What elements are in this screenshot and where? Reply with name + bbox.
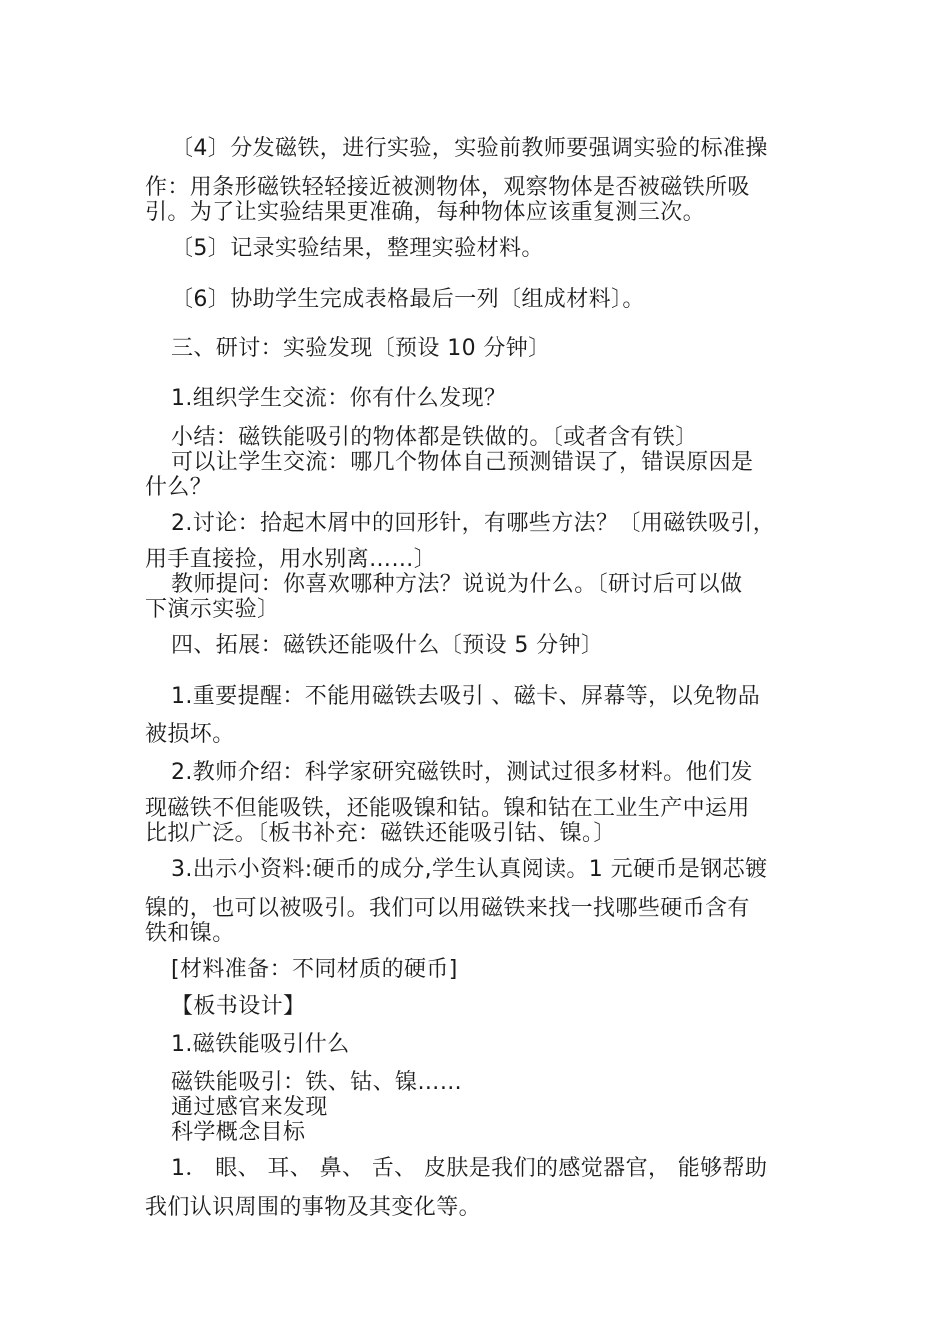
text-line: 被损坏。 [145, 722, 235, 747]
text-line: 〔4〕分发磁铁，进行实验，实验前教师要强调实验的标准操 [171, 136, 768, 161]
text-line: 现磁铁不但能吸铁，还能吸镍和钴。镍和钴在工业生产中运用 [145, 796, 750, 821]
text-line: 科学概念目标 [171, 1120, 306, 1145]
text-line: 作：用条形磁铁轻轻接近被测物体，观察物体是否被磁铁所吸 [145, 175, 750, 200]
text-line: 下演示实验〕 [145, 597, 280, 622]
text-line: 什么？ [145, 475, 213, 500]
text-line: 小结：磁铁能吸引的物体都是铁做的。〔或者含有铁〕 [171, 425, 698, 450]
text-line: 用手直接捡，用水别离……〕 [145, 547, 437, 572]
text-line: 1.组织学生交流：你有什么发现？ [171, 386, 507, 411]
text-line: 2.讨论：拾起木屑中的回形针，有哪些方法？〔用磁铁吸引， [171, 511, 776, 536]
text-line: 〔6〕协助学生完成表格最后一列〔组成材料〕。 [171, 287, 645, 312]
text-line: 教师提问：你喜欢哪种方法？说说为什么。〔研讨后可以做 [171, 572, 743, 597]
text-line: 1.重要提醒：不能用磁铁去吸引 、磁卡、屏幕等，以免物品 [171, 684, 761, 709]
text-line: 引。为了让实验结果更准确，每种物体应该重复测三次。 [145, 200, 706, 225]
text-line: 〔5〕记录实验结果，整理实验材料。 [171, 236, 544, 261]
text-line: 我们认识周围的事物及其变化等。 [145, 1195, 482, 1220]
text-line: 通过感官来发现 [171, 1095, 328, 1120]
text-line: 铁和镍。 [145, 921, 235, 946]
text-line: [材料准备：不同材质的硬币] [171, 957, 458, 982]
text-line: 磁铁能吸引：铁、钴、镍…… [171, 1070, 463, 1095]
text-line: 1． 眼、 耳、 鼻、 舌、 皮肤是我们的感觉器官， 能够帮助 [171, 1156, 768, 1181]
text-line: 3.出示小资料:硬币的成分,学生认真阅读。1 元硬币是钢芯镀 [171, 857, 768, 882]
text-line: 可以让学生交流：哪几个物体自己预测错误了，错误原因是 [171, 450, 754, 475]
text-line: 2.教师介绍：科学家研究磁铁时，测试过很多材料。他们发 [171, 760, 753, 785]
section-heading: 【板书设计】 [171, 994, 306, 1019]
text-line: 1.磁铁能吸引什么 [171, 1032, 350, 1057]
text-line: 镍的，也可以被吸引。我们可以用磁铁来找一找哪些硬币含有 [145, 896, 750, 921]
section-heading: 四、拓展：磁铁还能吸什么〔预设 5 分钟〕 [171, 633, 604, 658]
text-line: 比拟广泛。〔板书补充：磁铁还能吸引钴、镍。〕 [145, 821, 616, 846]
section-heading: 三、研讨：实验发现〔预设 10 分钟〕 [171, 336, 551, 361]
